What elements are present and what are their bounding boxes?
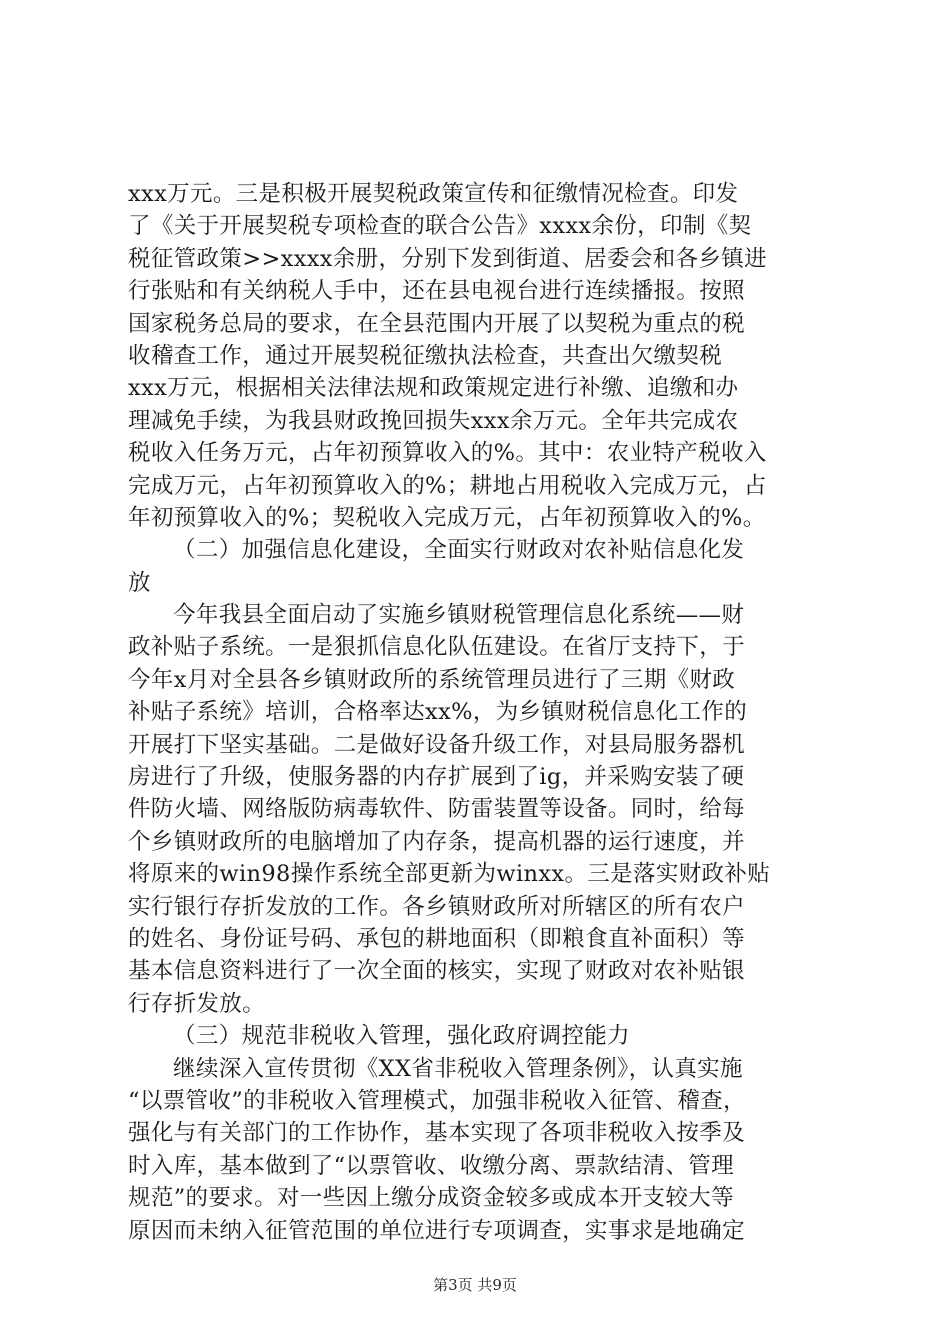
body-line: 收稽查工作，通过开展契税征缴执法检查，共查出欠缴契税 — [128, 342, 723, 369]
section-heading-2: （二）加强信息化建设，全面实行财政对农补贴信息化发 — [173, 537, 745, 564]
body-line: 税收入任务万元，占年初预算收入的%。其中：农业特产税收入 — [128, 440, 767, 467]
body-line: 行存折发放。 — [128, 990, 266, 1017]
paragraph-start: 继续深入宣传贯彻《XX省非税收入管理条例》，认真实施 — [173, 1055, 743, 1082]
body-line: 行张贴和有关纳税人手中，还在县电视台进行连续播报。按照 — [128, 278, 745, 305]
body-line: 开展打下坚实基础。二是做好设备升级工作，对县局服务器机 — [128, 731, 745, 758]
body-line: 税征管政策>>xxxx余册，分别下发到街道、居委会和各乡镇进 — [128, 245, 767, 272]
body-line: 强化与有关部门的工作协作，基本实现了各项非税收入按季及 — [128, 1120, 745, 1147]
body-line: 将原来的win98操作系统全部更新为winxx。三是落实财政补贴 — [128, 861, 771, 888]
body-line: 今年x月对全县各乡镇财政所的系统管理员进行了三期《财政 — [128, 666, 736, 693]
body-line: 原因而未纳入征管范围的单位进行专项调查，实事求是地确定 — [128, 1217, 745, 1244]
body-line: xxx万元。三是积极开展契税政策宣传和征缴情况检查。印发 — [128, 181, 739, 207]
body-line: 理减免手续，为我县财政挽回损失xxx余万元。全年共完成农 — [128, 407, 739, 434]
body-line: 完成万元，占年初预算收入的%；耕地占用税收入完成万元，占 — [128, 472, 767, 499]
section-heading-3: （三）规范非税收入管理，强化政府调控能力 — [173, 1023, 631, 1050]
body-line: 房进行了升级，使服务器的内存扩展到了ig，并采购安装了硬 — [128, 764, 745, 791]
body-line: 基本信息资料进行了一次全面的核实，实现了财政对农补贴银 — [128, 958, 745, 985]
body-line: 实行银行存折发放的工作。各乡镇财政所对所辖区的所有农户 — [128, 893, 745, 920]
body-line: 年初预算收入的%；契税收入完成万元，占年初预算收入的%。 — [128, 504, 766, 531]
body-line: 补贴子系统》培训，合格率达xx%，为乡镇财税信息化工作的 — [128, 699, 748, 726]
body-line: 时入库，基本做到了“以票管收、收缴分离、票款结清、管理 — [128, 1152, 734, 1179]
body-line: 的姓名、身份证号码、承包的耕地面积（即粮食直补面积）等 — [128, 925, 745, 952]
body-line: “以票管收”的非税收入管理模式，加强非税收入征管、稽查， — [128, 1087, 746, 1114]
body-line: 个乡镇财政所的电脑增加了内存条，提高机器的运行速度，并 — [128, 828, 745, 855]
body-line: 了《关于开展契税专项检查的联合公告》xxxx余份，印制《契 — [128, 213, 752, 240]
section-heading-2-cont: 放 — [128, 569, 151, 596]
body-line: 规范”的要求。对一些因上缴分成资金较多或成本开支较大等 — [128, 1185, 734, 1212]
body-line: 政补贴子系统。一是狠抓信息化队伍建设。在省厅支持下，于 — [128, 634, 745, 661]
body-line: 国家税务总局的要求，在全县范围内开展了以契税为重点的税 — [128, 310, 745, 337]
page-footer: 第3页 共9页 — [433, 1276, 517, 1294]
body-line: 件防火墙、网络版防病毒软件、防雷装置等设备。同时，给每 — [128, 796, 745, 823]
paragraph-start: 今年我县全面启动了实施乡镇财税管理信息化系统——财 — [173, 602, 745, 629]
body-line: xxx万元，根据相关法律法规和政策规定进行补缴、追缴和办 — [128, 375, 739, 402]
document-body — [128, 178, 838, 1247]
